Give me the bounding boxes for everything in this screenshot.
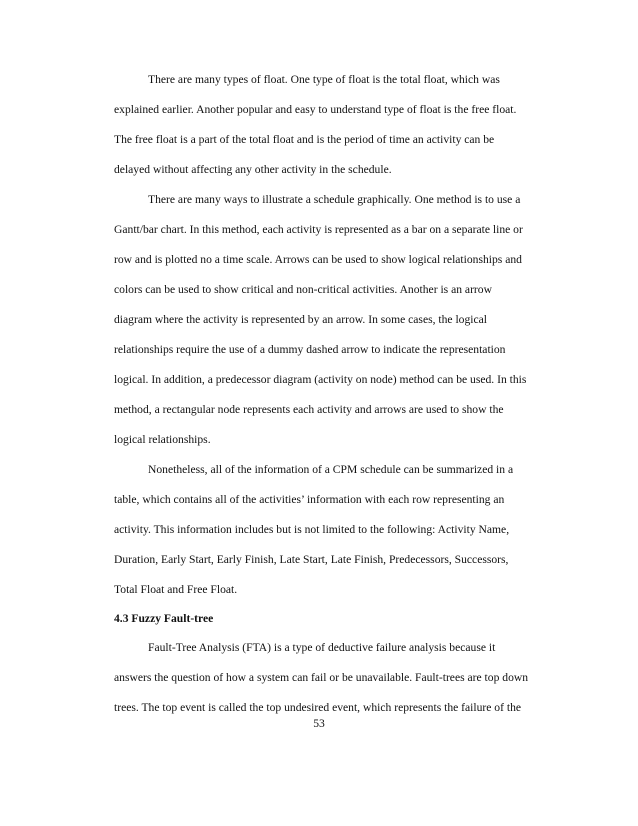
- paragraph-3-line-5: Total Float and Free Float.: [114, 583, 238, 596]
- section-paragraph-line-2: answers the question of how a system can fail or be unavailable. Fault-trees are top down: [114, 671, 529, 684]
- paragraph-2-line-4: colors can be used to show critical and non-critical activities. Another is an arrow: [114, 283, 492, 296]
- paragraph-1-line-4: delayed without affecting any other activity in the schedule.: [114, 163, 392, 176]
- paragraph-3-line-4: Duration, Early Start, Early Finish, Late Start, Late Finish, Predecessors, Successors,: [114, 553, 509, 566]
- section-paragraph-line-3: trees. The top event is called the top undesired event, which represents the failure of the: [114, 701, 522, 714]
- paragraph-2-line-1: There are many ways to illustrate a schedule graphically. One method is to use a: [148, 193, 521, 206]
- paragraph-2-line-6: relationships require the use of a dummy dashed arrow to indicate the representation: [114, 343, 506, 356]
- paragraph-3-line-3: activity. This information includes but is not limited to the following: Activity Name,: [114, 523, 510, 536]
- page-number: 53: [313, 717, 325, 730]
- paragraph-2-line-3: row and is plotted no a time scale. Arrows can be used to show logical relationships and: [114, 253, 522, 266]
- paragraph-2-line-8: method, a rectangular node represents each activity and arrows are used to show the: [114, 403, 504, 416]
- paragraph-3-line-1: Nonetheless, all of the information of a CPM schedule can be summarized in a: [148, 463, 514, 476]
- paragraph-2-line-9: logical relationships.: [114, 433, 211, 446]
- paragraph-1-line-3: The free float is a part of the total float and is the period of time an activity can be: [114, 133, 495, 146]
- paragraph-1-line-2: explained earlier. Another popular and easy to understand type of float is the free float.: [114, 103, 517, 116]
- paragraph-2-line-7: logical. In addition, a predecessor diagram (activity on node) method can be used. In this: [114, 373, 527, 386]
- section-heading: 4.3 Fuzzy Fault-tree: [114, 612, 214, 625]
- paragraph-2-line-5: diagram where the activity is represented by an arrow. In some cases, the logical: [114, 313, 488, 326]
- paragraph-1-line-1: There are many types of float. One type of float is the total float, which was: [148, 73, 500, 86]
- section-paragraph-line-1: Fault-Tree Analysis (FTA) is a type of deductive failure analysis because it: [148, 641, 496, 654]
- paragraph-3-line-2: table, which contains all of the activities’ information with each row representing an: [114, 493, 505, 506]
- paragraph-2-line-2: Gantt/bar chart. In this method, each activity is represented as a bar on a separate line or: [114, 223, 523, 236]
